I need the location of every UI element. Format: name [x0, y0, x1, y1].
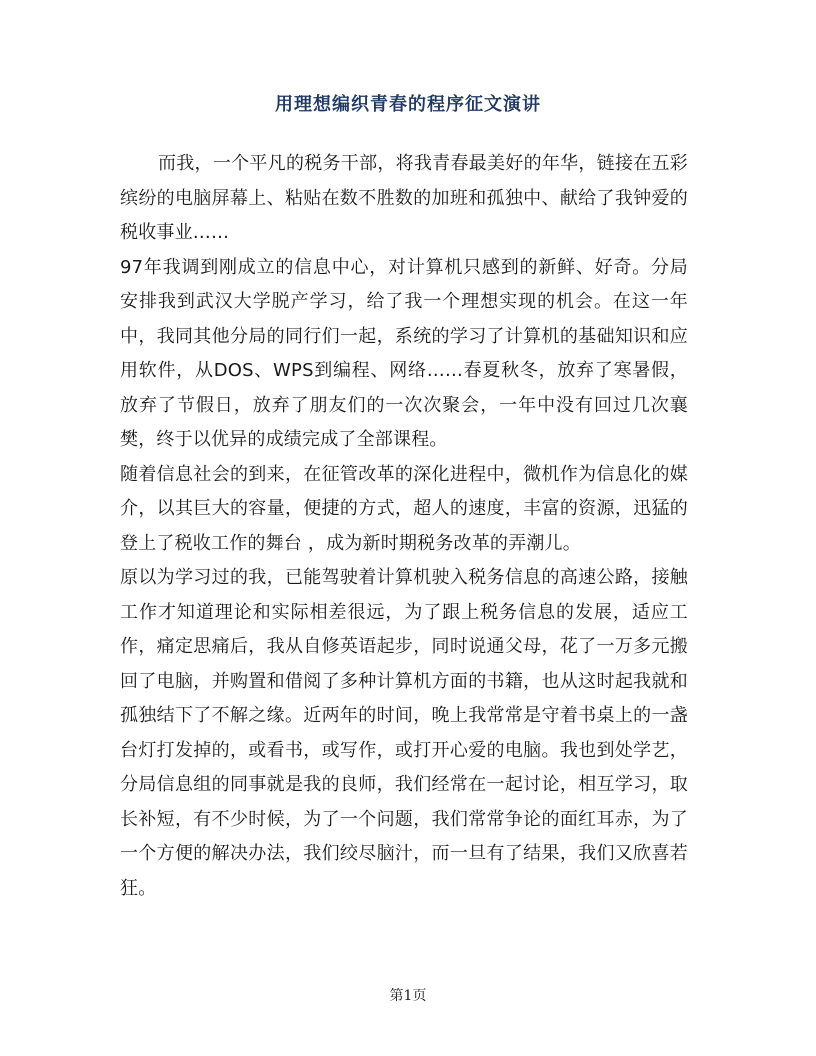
- paragraph-1: 而我，一个平凡的税务干部，将我青春最美好的年华，链接在五彩缤纷的电脑屏幕上、粘贴在数不胜数的加班和孤独中、献给了我钟爱的税收事业……: [120, 153, 688, 243]
- paragraph-2: 97年我调到刚成立的信息中心，对计算机只感到的新鲜、好奇。分局安排我到武汉大学脱产学习，给了我一个理想实现的机会。在这一年中，我同其他分局的同行们一起，系统的学习了计算机的基础知识和应用软件，从DOS、WPS到编程、网络……春夏秋冬，放弃了寒暑假，放弃了节假日，放弃了朋友们的一次次聚会，一年中没有回过几次襄樊，终于以优异的成绩完成了全部课程。: [120, 256, 688, 450]
- document-body: [120, 147, 688, 906]
- document-title: 用理想编织青春的程序征文演讲: [275, 94, 541, 115]
- paragraph-4: 原以为学习过的我，已能驾驶着计算机驶入税务信息的高速公路，接触工作才知道理论和实际相差很远，为了跟上税务信息的发展，适应工作，痛定思痛后，我从自修英语起步，同时说通父母，花了一万多元搬回了电脑，并购置和借阅了多种计算机方面的书籍，也从这时起我就和孤独结下了不解之缘。近两年的时间，晚上我常常是守着书桌上的一盏台灯打发掉的，或看书，或写作，或打开心爱的电脑。我也到处学艺，分局信息组的同事就是我的良师，我们经常在一起讨论，相互学习，取长补短，有不少时候，为了一个问题，我们常常争论的面红耳赤，为了一个方便的解决办法，我们绞尽脑汁，而一旦有了结果，我们又欣喜若狂。: [120, 567, 688, 899]
- paragraph-3: 随着信息社会的到来，在征管改革的深化进程中，微机作为信息化的媒介，以其巨大的容量，便捷的方式，超人的速度，丰富的资源，迅猛的登上了税收工作的舞台 ，成为新时期税务改革的弄潮儿。: [120, 463, 688, 554]
- page-number: 第1页: [389, 988, 427, 1004]
